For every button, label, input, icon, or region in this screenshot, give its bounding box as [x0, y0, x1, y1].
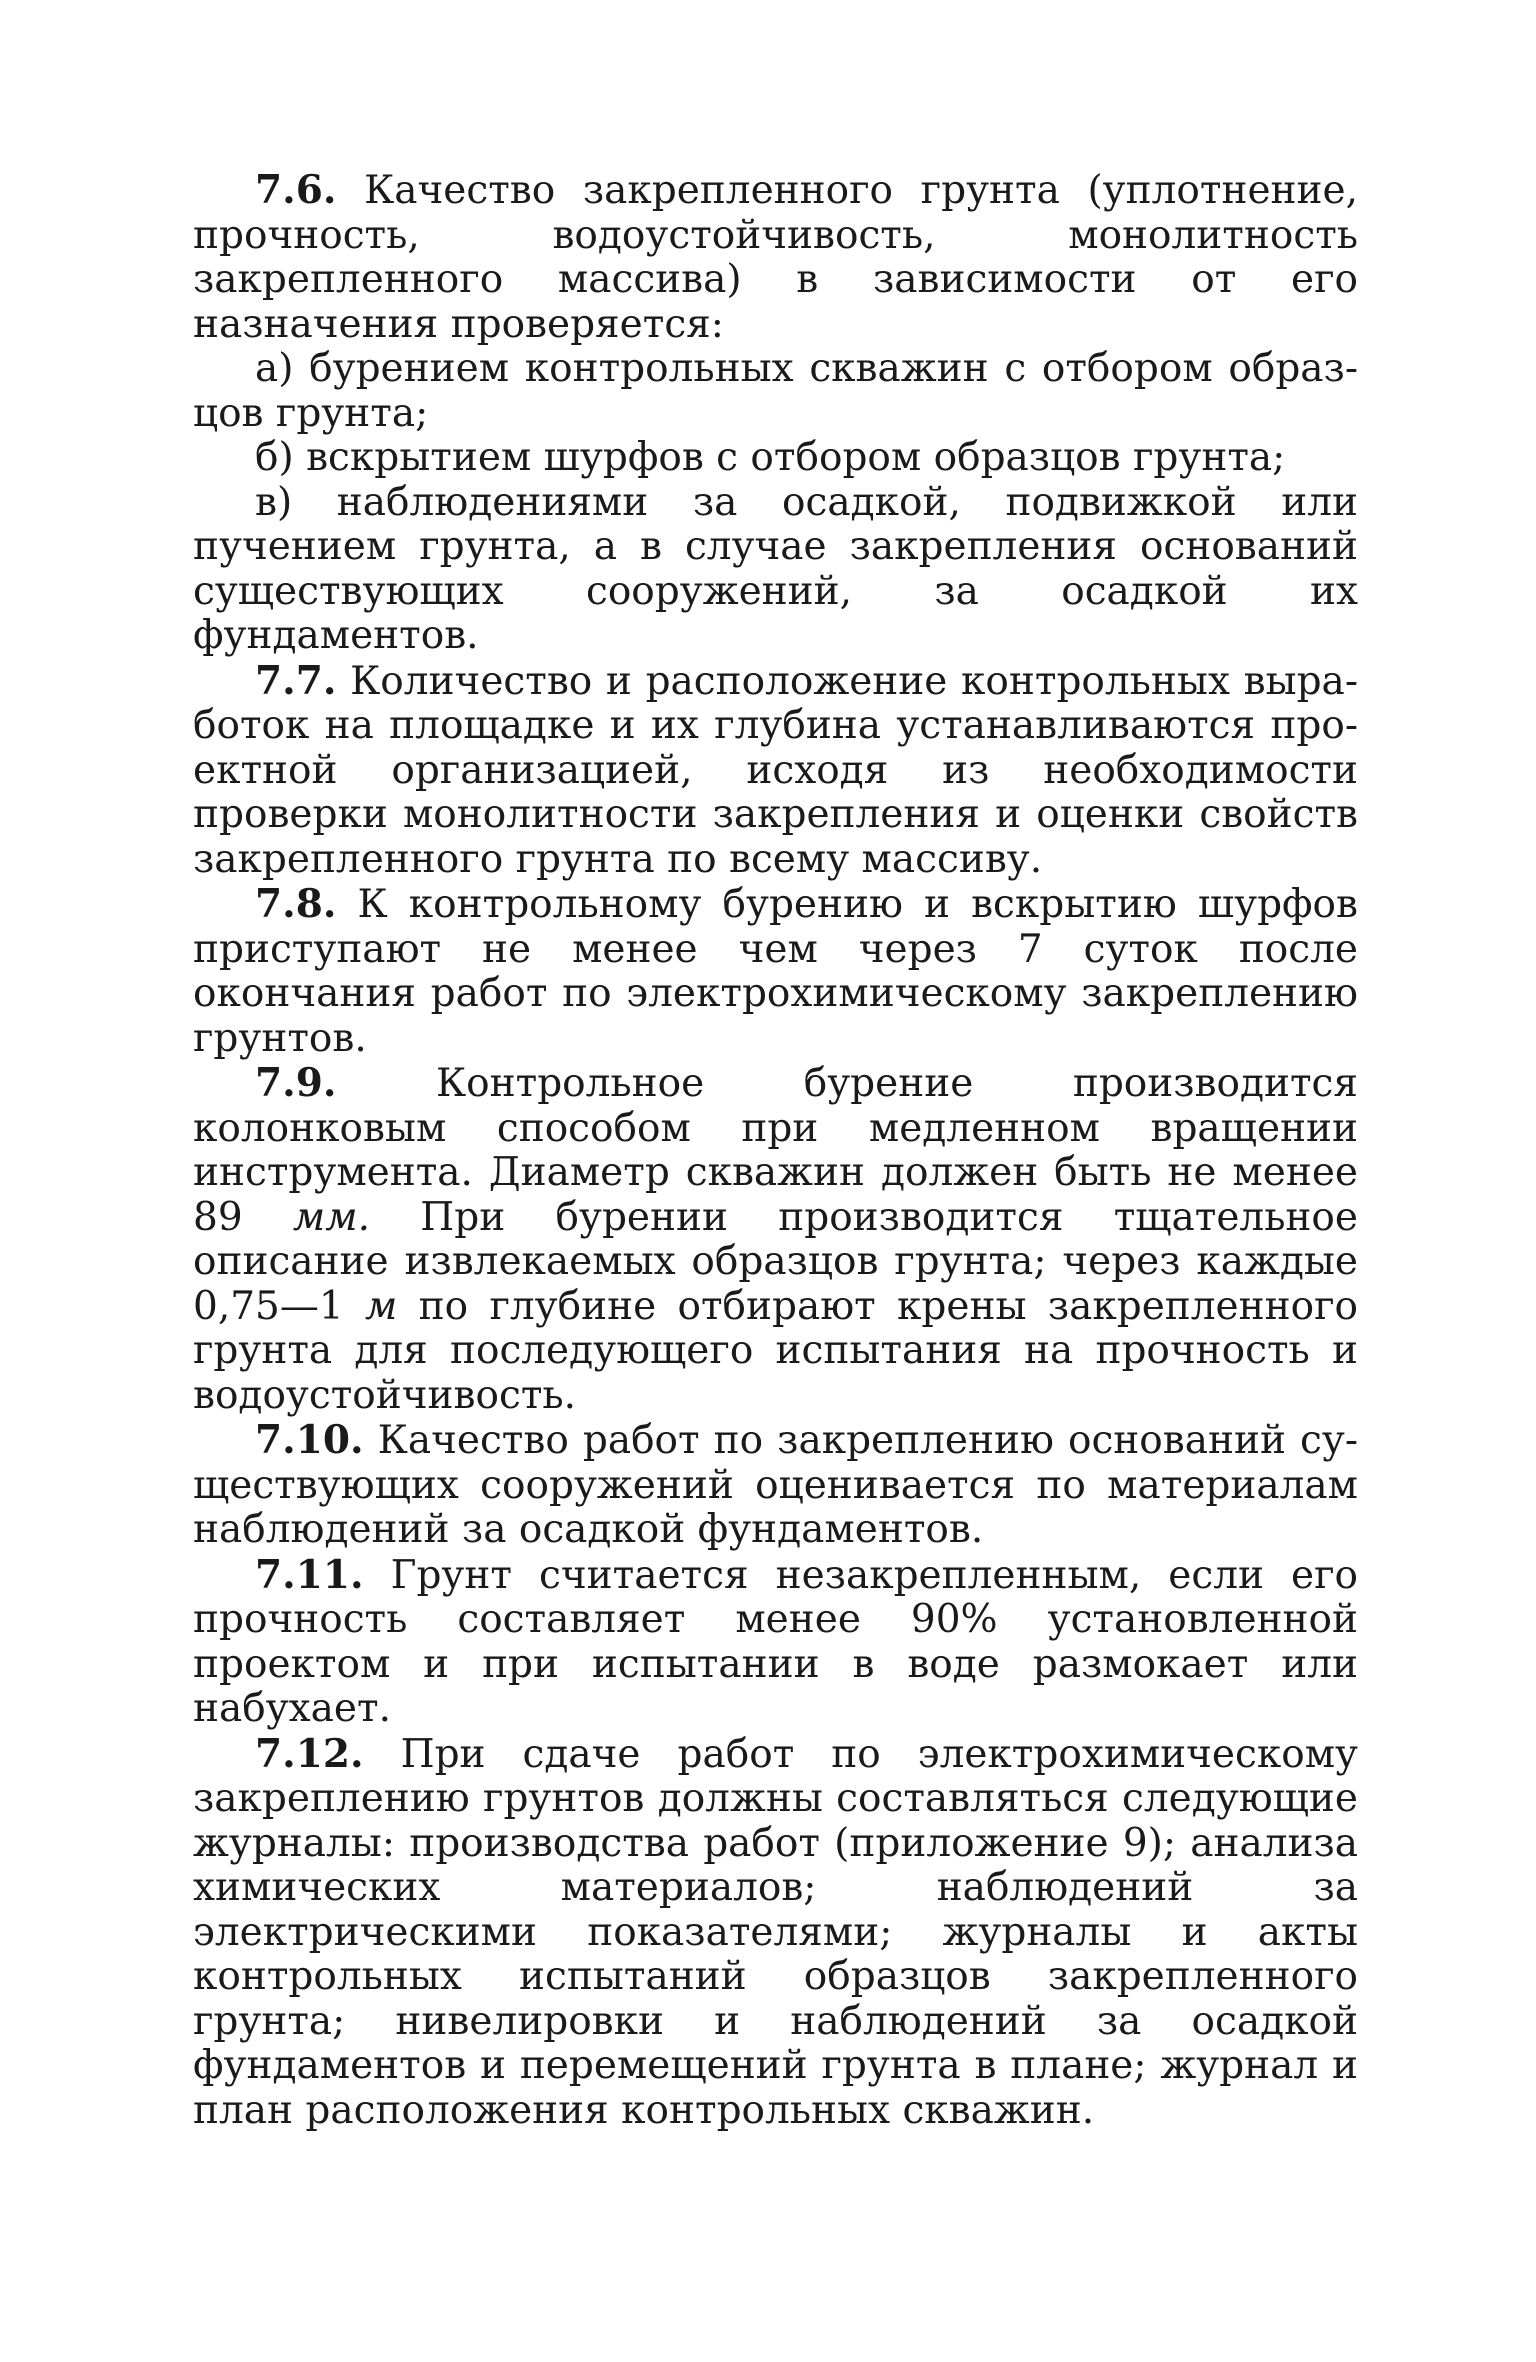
paragraph-number: 7.10. — [255, 1417, 364, 1463]
list-item-b — [193, 436, 1358, 481]
unit-mm: мм. — [292, 1194, 370, 1240]
paragraph-number: 7.7. — [255, 657, 337, 704]
paragraph-number: 7.9. — [255, 1060, 337, 1106]
list-item-text: в) наблюдениями за осадкой, подвижкой или пучением грунта, а в случае закрепления оснований существующих сооружений, за осадкой их фундаментов. — [193, 479, 1358, 658]
list-item-text: б) вскрытием шурфов с отбором образцов грунта; — [255, 435, 1286, 480]
paragraph-number: 7.8. — [255, 881, 337, 927]
list-item-c — [193, 481, 1358, 659]
list-item-text: а) бурением контрольных скважин с отбором образцов грунта; — [193, 346, 1358, 436]
paragraph-7-6 — [193, 168, 1358, 347]
paragraph-text: При сдаче работ по электрохимическому закреплению грунтов должны составляться следующие журналы: производства работ (приложение 9); анализа химических материалов; наблюдений за электрическими показателями; журналы и акты контрольных испытаний образцов закрепленного грунта; нивелировки и наблюдений за осадкой фундаментов и перемещений грунта в плане; журнал и план расположения контрольных скважин. — [193, 1731, 1358, 2133]
paragraph-text: Качество работ по закреплению оснований существующих сооружений оценивается по материалам наблюдений за осадкой фундаментов. — [193, 1418, 1358, 1552]
paragraph-text: Качество закрепленного грунта (уплотнение, прочность, водоустойчивость, монолитность закрепленного массива) в зависимости от его назначения проверяется: — [193, 168, 1358, 347]
paragraph-7-10 — [193, 1418, 1358, 1553]
list-item-a — [193, 347, 1358, 436]
paragraph-text: по глубине отбирают крены закрепленного грунта для последующего испытания на прочность и водоустойчивость. — [193, 1283, 1358, 1418]
document-page — [193, 168, 1358, 2133]
paragraph-text: Количество и расположение контрольных выработок на площадке и их глубина устанавливаются проектной организацией, исходя из необходимости проверки монолитности закрепления и оценки свойств закрепленного грунта по всему массиву. — [193, 658, 1358, 882]
paragraph-7-7 — [193, 659, 1358, 883]
paragraph-text: При бурении производится тщательное описание извлекаемых образцов грунта; через каждые 0,75—1 — [193, 1194, 1358, 1329]
paragraph-7-12 — [193, 1732, 1358, 2134]
paragraph-text: К контрольному бурению и вскрытию шурфов приступают не менее чем через 7 суток после окончания работ по электрохимическому закреплению грунтов. — [193, 882, 1358, 1061]
paragraph-7-11 — [193, 1553, 1358, 1732]
paragraph-number: 7.12. — [255, 1730, 364, 1777]
paragraph-text: Грунт считается незакрепленным, если его прочность составляет менее 90% установленной проектом и при испытании в воде размокает или набухает. — [193, 1552, 1359, 1731]
paragraph-7-8 — [193, 882, 1358, 1061]
paragraph-text: Контрольное бурение производится колонковым способом при медленном вращении инструмента. Диаметр скважин должен быть не менее 89 — [193, 1061, 1358, 1240]
unit-m: м — [364, 1283, 398, 1329]
paragraph-number: 7.6. — [255, 167, 337, 213]
paragraph-7-9 — [193, 1061, 1358, 1418]
paragraph-number: 7.11. — [255, 1551, 364, 1598]
